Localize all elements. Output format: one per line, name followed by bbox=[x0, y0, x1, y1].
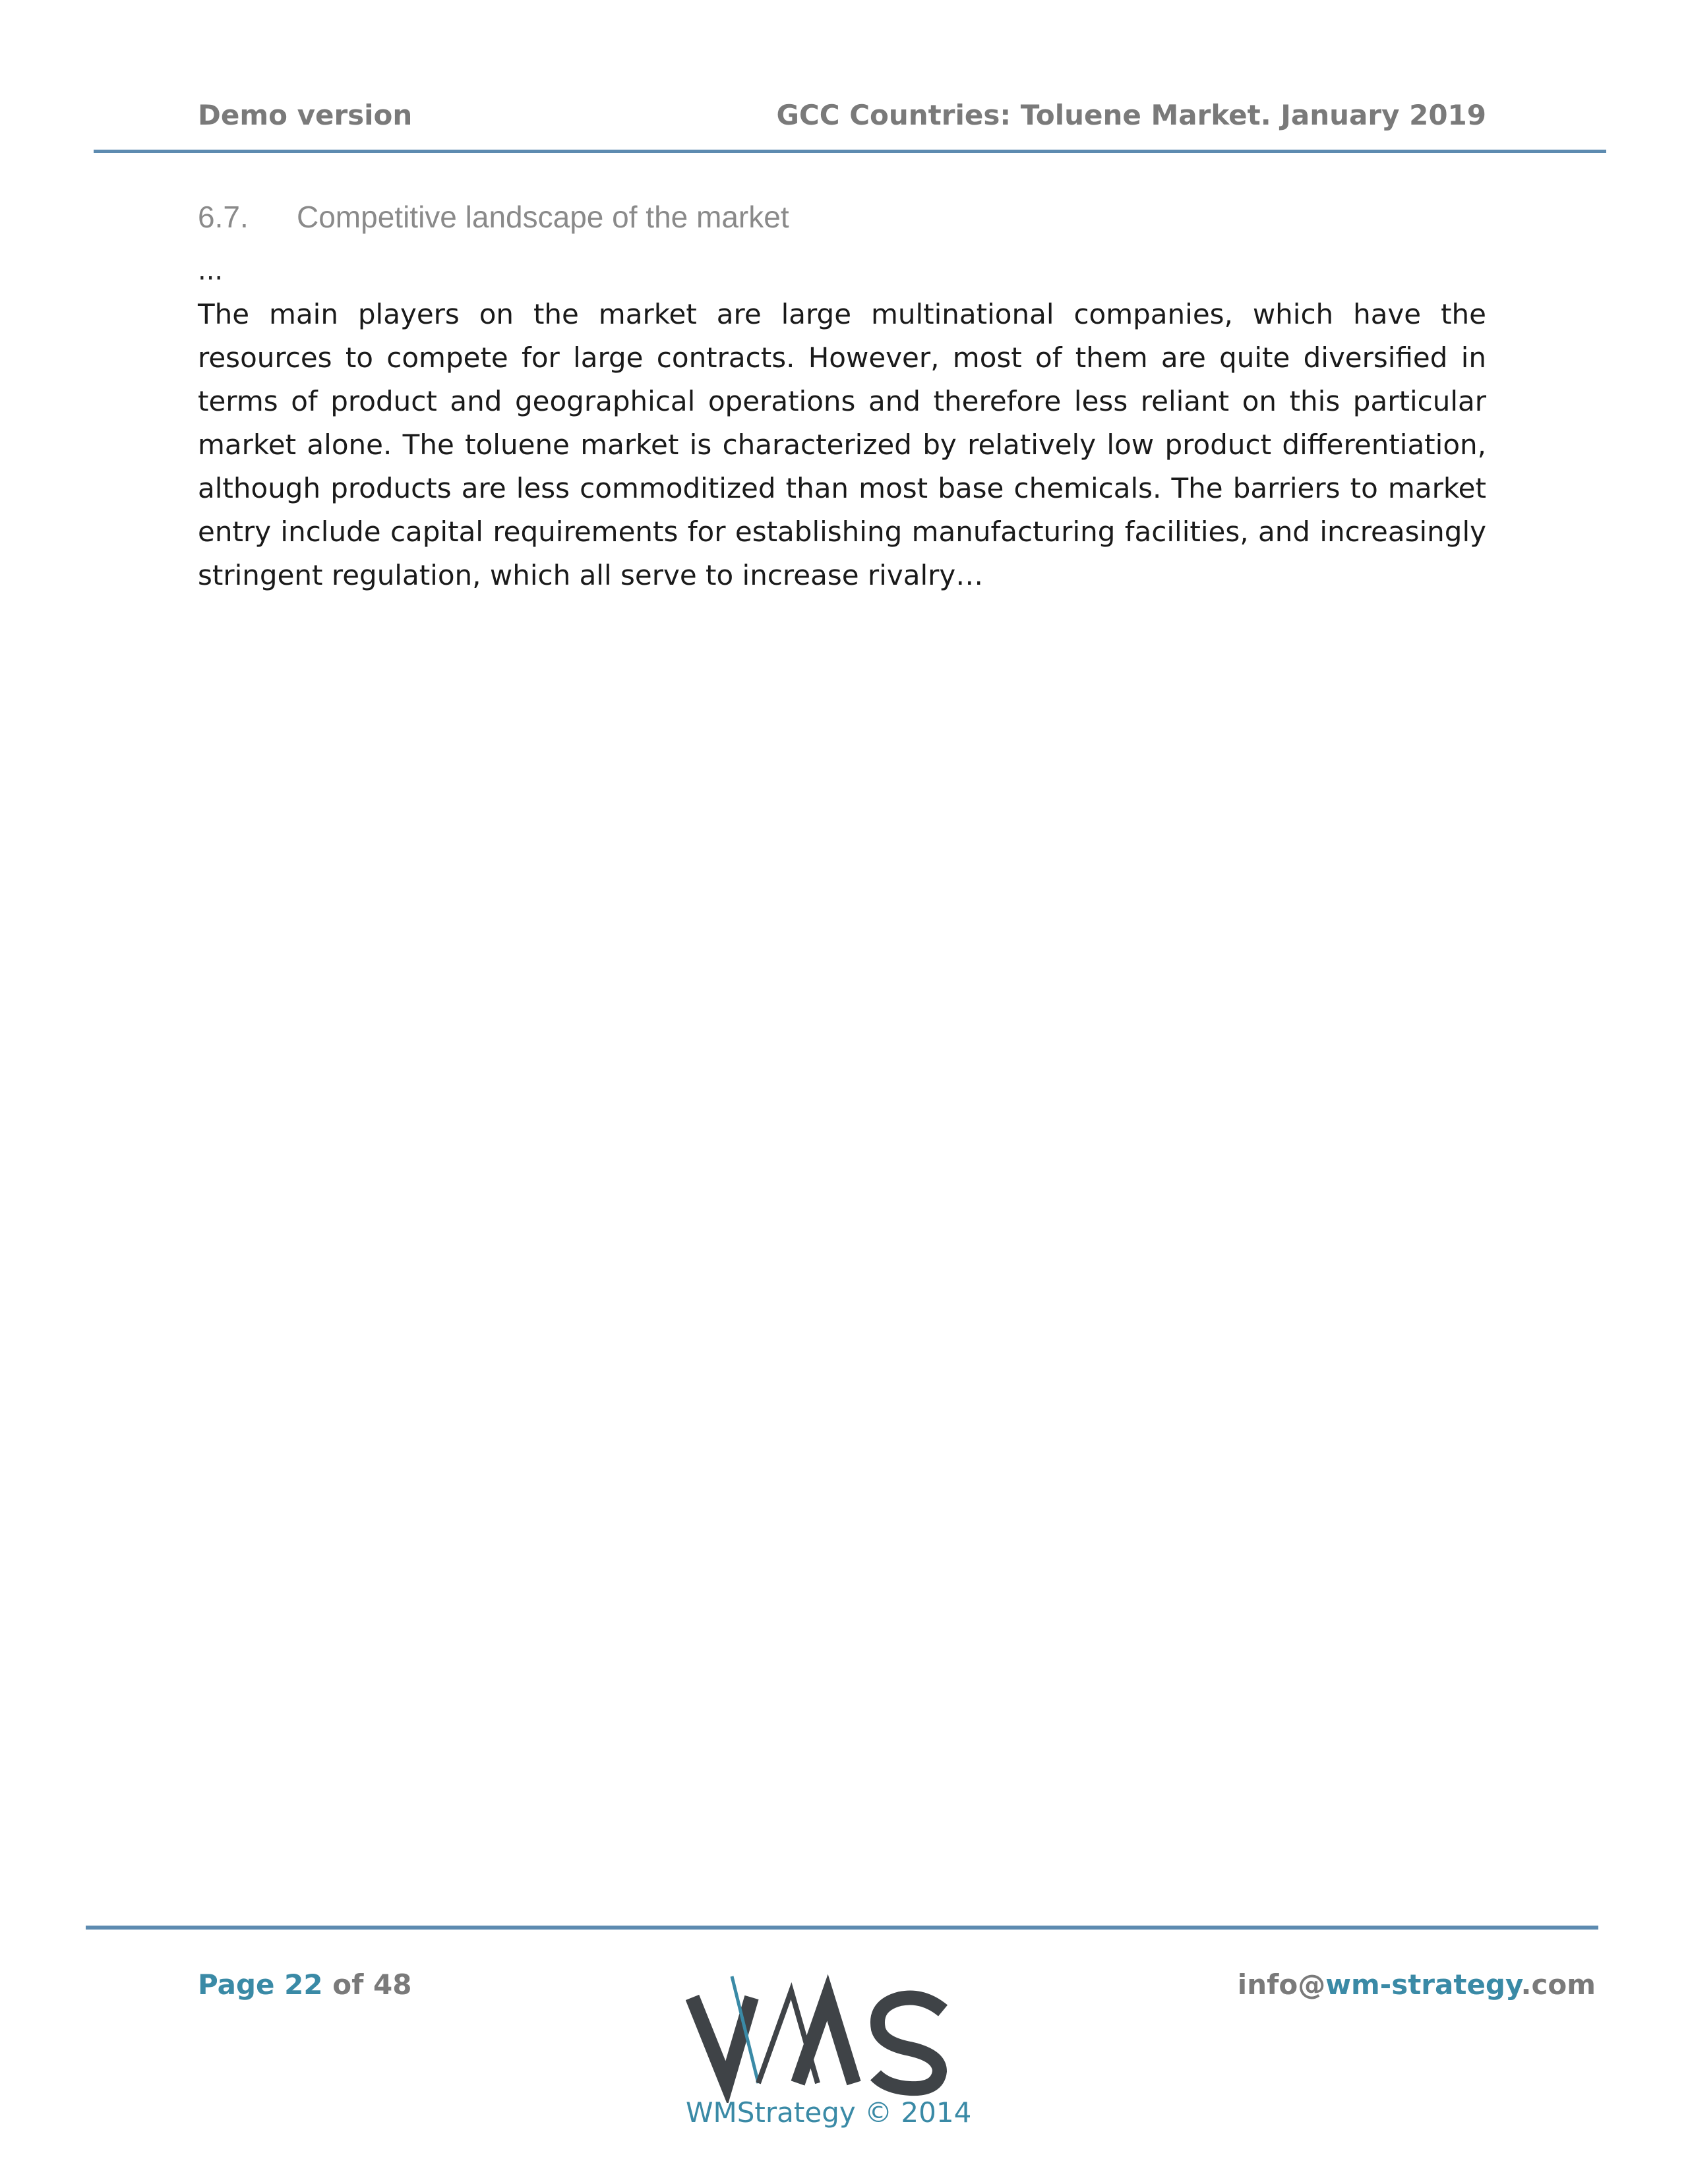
footer-divider bbox=[86, 1926, 1598, 1930]
page-word: Page bbox=[198, 1968, 275, 2001]
section-number: 6.7. bbox=[198, 200, 249, 234]
page-current: 22 bbox=[284, 1968, 323, 2001]
header-right-title: GCC Countries: Toluene Market. January 2019 bbox=[776, 99, 1486, 131]
section-heading bbox=[198, 199, 789, 235]
logo-caption: WMStrategy © 2014 bbox=[686, 2096, 972, 2129]
wms-logo-icon bbox=[686, 1971, 956, 2103]
page-number bbox=[198, 1968, 411, 2001]
contact-email[interactable] bbox=[1238, 1968, 1596, 2001]
ellipsis-marker: ... bbox=[198, 256, 224, 286]
email-user: info@ bbox=[1237, 1968, 1326, 2001]
email-tld: .com bbox=[1521, 1968, 1596, 2001]
page-of: of bbox=[332, 1968, 364, 2001]
header-divider bbox=[94, 150, 1606, 153]
section-title: Competitive landscape of the market bbox=[297, 200, 789, 234]
header-left-label: Demo version bbox=[198, 99, 413, 131]
page-total: 48 bbox=[373, 1968, 412, 2001]
body-paragraph: The main players on the market are large multinational companies, which have the resources to compete for large contracts. However, most of them are quite diversified in terms of product and geographical operations and therefore less reliant on this particular market alone. The toluene market is characterized by relatively low product differentiation, although products are less commoditized than most base chemicals. The barriers to market entry include capital requirements for establishing manufacturing facilities, and increasingly stringent regulation, which all serve to increase rivalry… bbox=[198, 298, 1486, 591]
email-domain: wm-strategy bbox=[1325, 1968, 1521, 2001]
